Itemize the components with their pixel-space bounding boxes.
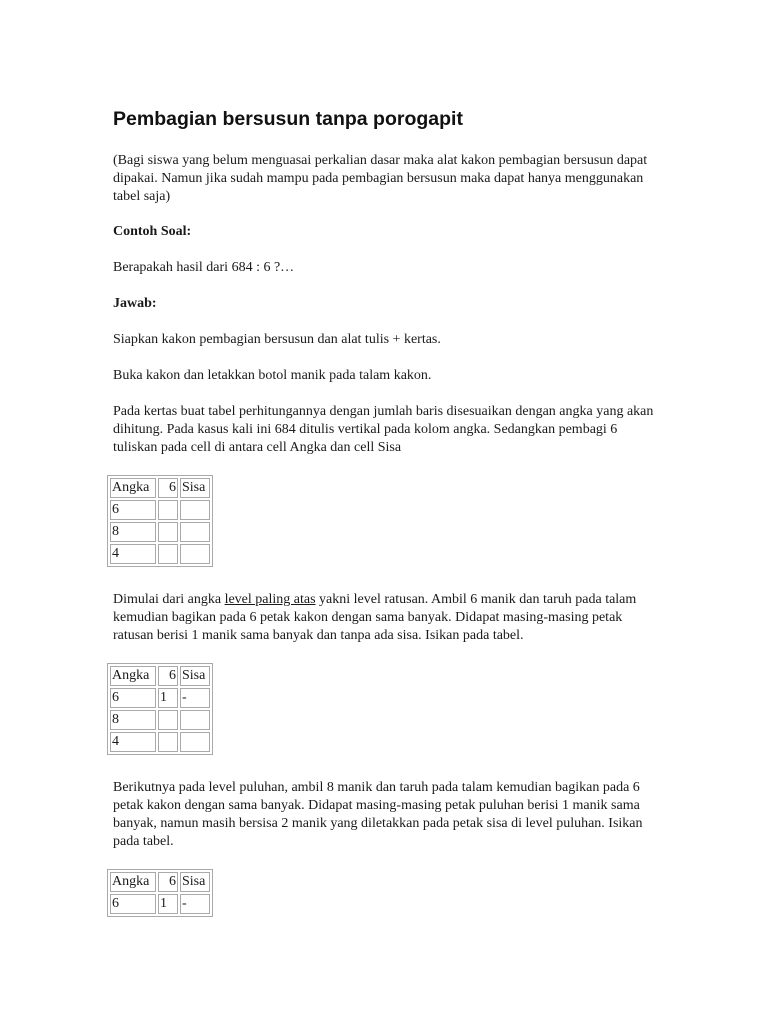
cell-sisa (180, 500, 210, 520)
cell-angka: 6 (110, 688, 156, 708)
table-row (110, 522, 210, 542)
cell-angka: 6 (110, 894, 156, 914)
table-3 (107, 869, 213, 917)
step4-paragraph (113, 591, 658, 645)
header-angka: Angka (110, 478, 156, 498)
cell-angka: 4 (110, 544, 156, 564)
cell-hasil (158, 522, 178, 542)
step5-paragraph: Berikutnya pada level puluhan, ambil 8 manik dan taruh pada talam kemudian bagikan pada 6 petak kakon dengan sama banyak. Didapat masing-masing petak puluhan berisi 1 manik sama banyak, namun masih bersisa 2 manik yang diletakkan pada petak sisa di level puluhan. Isikan pada tabel. (113, 780, 643, 849)
header-angka: Angka (110, 666, 156, 686)
cell-sisa: - (180, 688, 210, 708)
intro-paragraph: (Bagi siswa yang belum menguasai perkalian dasar maka alat kakon pembagian bersusun dapat dipakai. Namun jika sudah mampu pada pembagian bersusun maka dapat hanya menggunakan tabel saja) (113, 153, 648, 204)
step2-paragraph: Buka kakon dan letakkan botol manik pada talam kakon. (113, 368, 432, 383)
soal-paragraph: Berapakah hasil dari 684 : 6 ?… (113, 260, 295, 275)
table-row (110, 732, 210, 752)
cell-angka: 8 (110, 522, 156, 542)
table-row (110, 544, 210, 564)
page-title: Pembagian bersusun tanpa porogapit (113, 108, 463, 130)
table-row (110, 500, 210, 520)
header-divisor: 6 (158, 478, 178, 498)
level-paling-atas-link[interactable]: level paling atas (224, 592, 316, 607)
cell-sisa (180, 544, 210, 564)
cell-sisa (180, 710, 210, 730)
cell-sisa: - (180, 894, 210, 914)
step3-paragraph: Pada kertas buat tabel perhitungannya dengan jumlah baris disesuaikan dengan angka yang akan dihitung. Pada kasus kali ini 684 ditulis vertikal pada kolom angka. Sedangkan pembagi 6 tuliskan pada cell di antara cell Angka dan cell Sisa (113, 404, 654, 455)
step4-text-post: yakni level ratusan. Ambil 6 manik dan taruh pada talam kemudian bagikan pada 6 petak kakon dengan sama banyak. Didapat masing-masing petak ratusan berisi 1 manik sama banyak dan tanpa ada sisa. Isikan pada tabel. (113, 592, 637, 643)
cell-hasil (158, 732, 178, 752)
step4-text-pre: Dimulai dari angka (113, 592, 225, 607)
cell-sisa (180, 522, 210, 542)
table-2 (107, 663, 213, 755)
cell-hasil (158, 500, 178, 520)
cell-angka: 8 (110, 710, 156, 730)
header-sisa: Sisa (180, 872, 210, 892)
header-divisor: 6 (158, 666, 178, 686)
step1-paragraph: Siapkan kakon pembagian bersusun dan alat tulis + kertas. (113, 332, 441, 347)
table-header-row (110, 478, 210, 498)
contoh-soal-heading (113, 223, 658, 241)
table-1 (107, 475, 213, 567)
header-sisa: Sisa (180, 666, 210, 686)
table-row (110, 894, 210, 914)
header-sisa: Sisa (180, 478, 210, 498)
cell-hasil (158, 544, 178, 564)
table-header-row (110, 666, 210, 686)
cell-angka: 4 (110, 732, 156, 752)
table-header-row (110, 872, 210, 892)
cell-hasil (158, 710, 178, 730)
cell-sisa (180, 732, 210, 752)
cell-hasil: 1 (158, 894, 178, 914)
table-row (110, 688, 210, 708)
header-divisor: 6 (158, 872, 178, 892)
table-row (110, 710, 210, 730)
contoh-soal-label: Contoh Soal: (113, 224, 192, 239)
header-angka: Angka (110, 872, 156, 892)
jawab-label: Jawab: (113, 296, 157, 311)
cell-hasil: 1 (158, 688, 178, 708)
cell-angka: 6 (110, 500, 156, 520)
jawab-heading (113, 295, 658, 313)
